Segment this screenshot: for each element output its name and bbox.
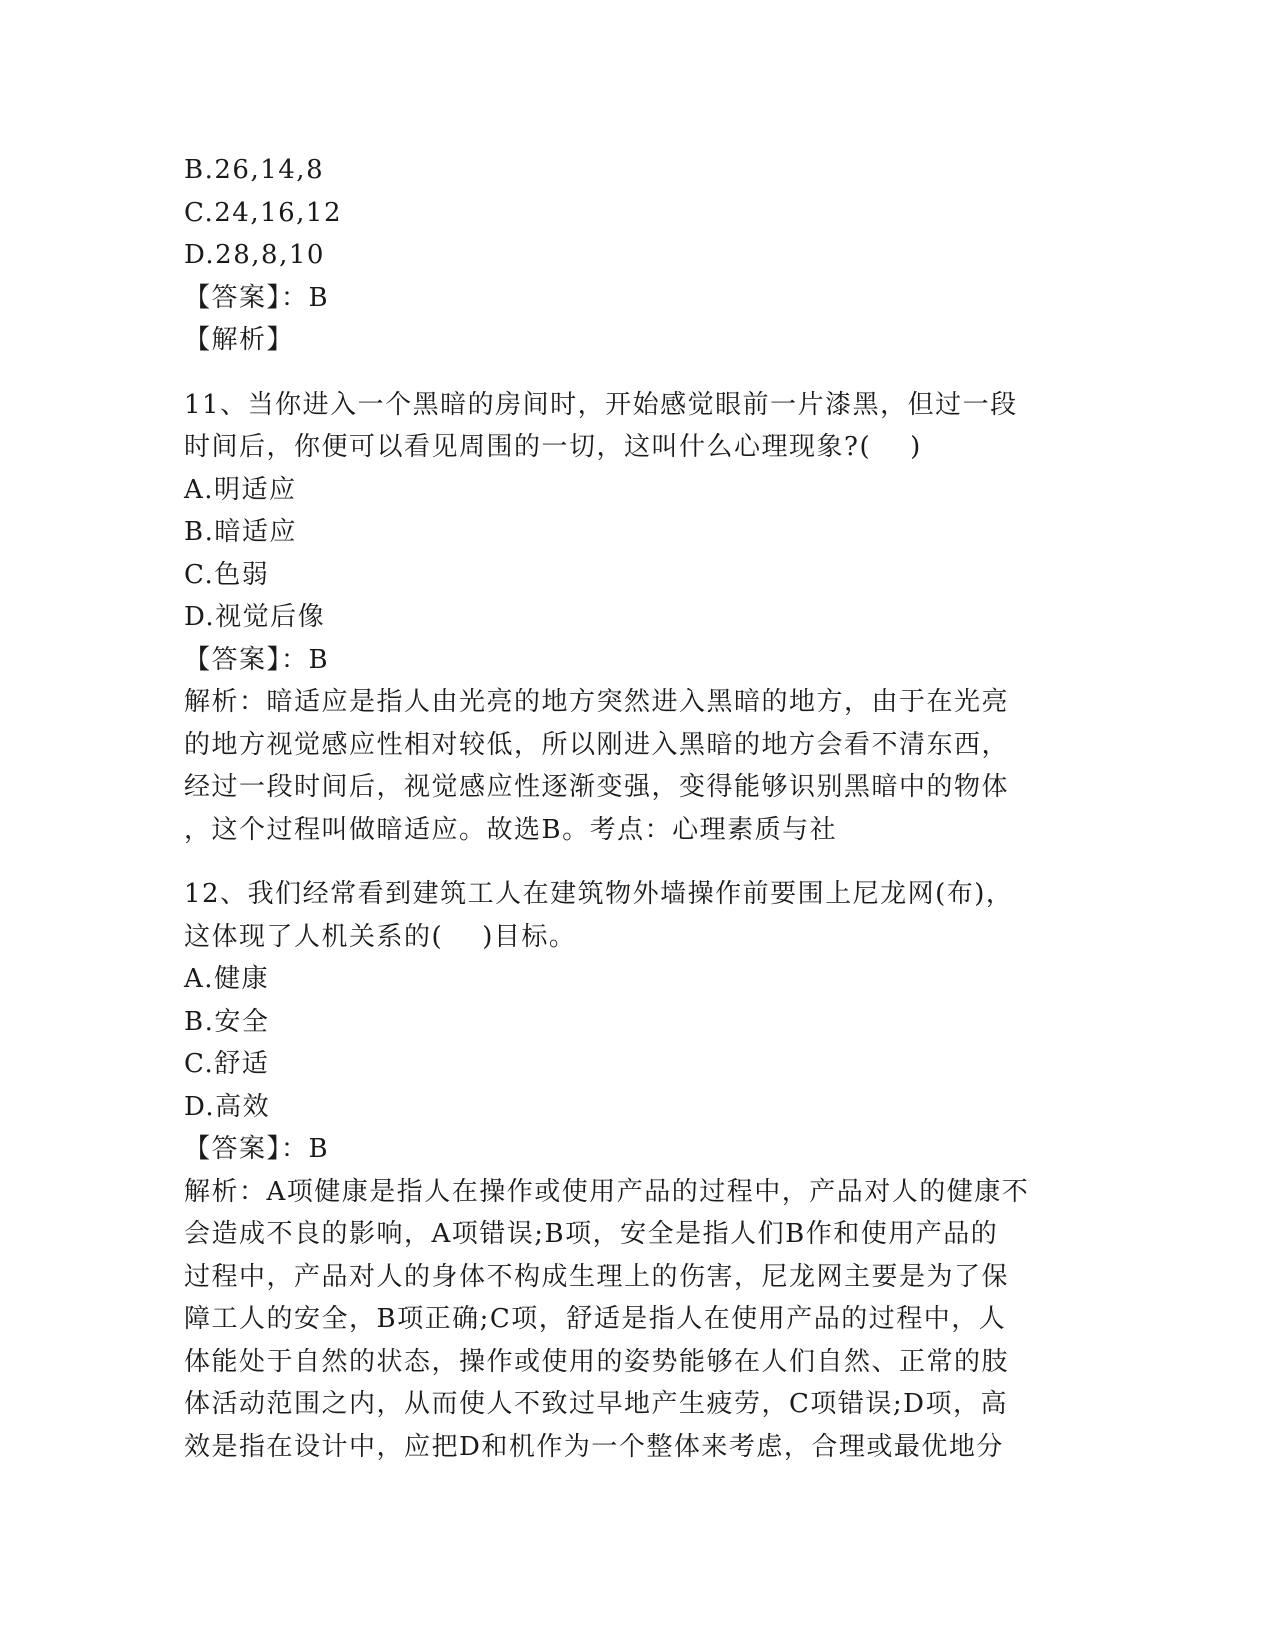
answer: 【答案】：B (184, 282, 330, 313)
analysis-line: ，这个过程叫做暗适应。故选B。考点：心理素质与社 (184, 814, 838, 845)
option-b: B.26,14,8 (184, 155, 325, 185)
analysis-line: 解析：A项健康是指人在操作或使用产品的过程中，产品对人的健康不 (184, 1176, 1030, 1207)
option-c: C.色弱 (184, 559, 270, 590)
option-d: D.28,8,10 (184, 240, 325, 270)
analysis-line: 会造成不良的影响，A项错误;B项，安全是指人们B作和使用产品的 (184, 1219, 999, 1249)
option-c: C.24,16,12 (184, 197, 343, 228)
option-d: D.高效 (184, 1091, 271, 1122)
answer: 【答案】：B (184, 1134, 330, 1164)
option-c: C.舒适 (184, 1049, 270, 1079)
analysis-line: 解析：暗适应是指人由光亮的地方突然进入黑暗的地方，由于在光亮 (184, 687, 1010, 717)
question-stem-line: 12、我们经常看到建筑工人在建筑物外墙操作前要围上尼龙网(布)， (184, 879, 1014, 909)
question-11 (184, 384, 1064, 852)
analysis-heading: 【解析】 (184, 325, 295, 355)
question-stem-line: 11、当你进入一个黑暗的房间时，开始感觉眼前一片漆黑，但过一段 (184, 389, 1018, 420)
answer: 【答案】：B (184, 644, 330, 675)
option-a: A.健康 (184, 964, 270, 994)
analysis-line: 过程中，产品对人的身体不构成生理上的伤害，尼龙网主要是为了保 (184, 1261, 1010, 1292)
analysis-line: 障工人的安全，B项正确;C项，舒适是指人在使用产品的过程中，人 (184, 1304, 1007, 1334)
question-stem-line: 这体现了人机关系的( )目标。 (184, 921, 577, 952)
analysis-line: 经过一段时间后，视觉感应性逐渐变强，变得能够识别黑暗中的物体 (184, 772, 1010, 802)
document-page (184, 149, 1064, 1468)
analysis-line: 效是指在设计中，应把D和机作为一个整体来考虑，合理或最优地分 (184, 1431, 1004, 1462)
analysis-line: 体活动范围之内，从而使人不致过早地产生疲劳，C项错误;D项，高 (184, 1389, 1008, 1419)
question-12 (184, 873, 1064, 1468)
analysis-line: 的地方视觉感应性相对较低，所以刚进入黑暗的地方会看不清东西， (184, 729, 1010, 760)
question-stem-line: 时间后，你便可以看见周围的一切，这叫什么心理现象?( ) (184, 432, 922, 462)
question-10-tail (184, 149, 1064, 362)
option-b: B.安全 (184, 1006, 270, 1037)
analysis-line: 体能处于自然的状态，操作或使用的姿势能够在人们自然、正常的肢 (184, 1346, 1010, 1377)
option-b: B.暗适应 (184, 517, 297, 547)
option-d: D.视觉后像 (184, 602, 326, 632)
option-a: A.明适应 (184, 474, 297, 505)
